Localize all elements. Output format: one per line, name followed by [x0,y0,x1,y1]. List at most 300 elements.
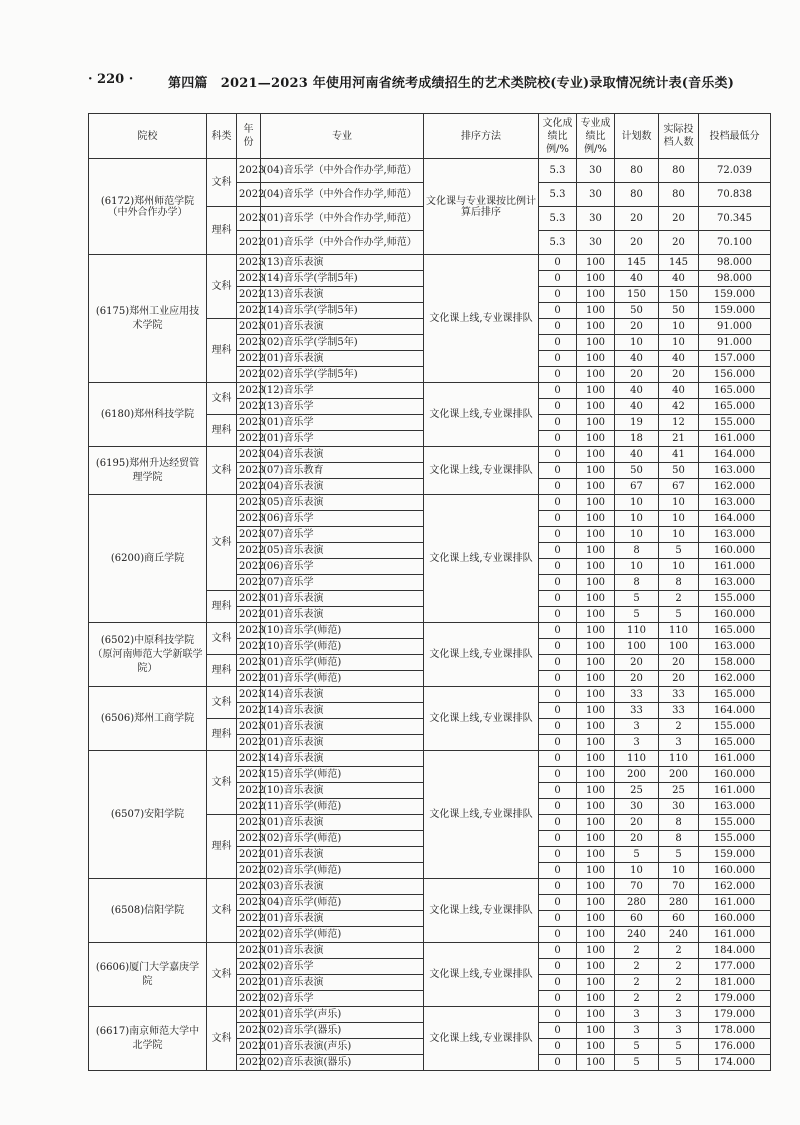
plan-cell: 20 [615,319,659,335]
min-score-cell: 159.000 [699,303,771,319]
school-name: (6175)郑州工业应用技术学院 [89,255,207,383]
culture-ratio-cell: 0 [539,431,577,447]
year-cell: 2022 [237,927,261,943]
year-cell: 2023 [237,255,261,271]
min-score-cell: 184.000 [699,943,771,959]
plan-cell: 145 [615,255,659,271]
plan-cell: 20 [615,231,659,255]
major-cell: (02)音乐学(学制5年) [261,335,424,351]
plan-cell: 80 [615,159,659,183]
actual-cell: 10 [659,527,699,543]
min-score-cell: 165.000 [699,399,771,415]
plan-cell: 60 [615,911,659,927]
actual-cell: 25 [659,783,699,799]
school-name: (6617)南京师范大学中北学院 [89,1007,207,1071]
major-ratio-cell: 30 [577,159,615,183]
major-cell: (07)音乐教育 [261,463,424,479]
major-ratio-cell: 100 [577,991,615,1007]
actual-cell: 10 [659,863,699,879]
year-cell: 2022 [237,543,261,559]
culture-ratio-cell: 0 [539,319,577,335]
major-cell: (03)音乐表演 [261,879,424,895]
method-cell: 文化课上线,专业课排队 [424,255,539,383]
plan-cell: 8 [615,575,659,591]
major-ratio-cell: 100 [577,799,615,815]
major-ratio-cell: 100 [577,399,615,415]
header-category: 科类 [207,114,237,159]
culture-ratio-cell: 0 [539,655,577,671]
min-score-cell: 179.000 [699,1007,771,1023]
min-score-cell: 179.000 [699,991,771,1007]
header-min-score: 投档最低分 [699,114,771,159]
major-cell: (01)音乐表演 [261,735,424,751]
min-score-cell: 91.000 [699,319,771,335]
major-cell: (01)音乐学 [261,415,424,431]
actual-cell: 20 [659,671,699,687]
year-cell: 2022 [237,367,261,383]
year-cell: 2022 [237,303,261,319]
major-cell: (02)音乐学(器乐) [261,1023,424,1039]
category-cell: 文科 [207,1007,237,1071]
plan-cell: 33 [615,687,659,703]
actual-cell: 5 [659,1039,699,1055]
actual-cell: 2 [659,591,699,607]
min-score-cell: 181.000 [699,975,771,991]
school-name: (6502)中原科技学院（原河南师范大学新联学院） [89,623,207,687]
min-score-cell: 155.000 [699,719,771,735]
major-ratio-cell: 100 [577,783,615,799]
actual-cell: 200 [659,767,699,783]
category-cell: 文科 [207,943,237,1007]
min-score-cell: 165.000 [699,687,771,703]
culture-ratio-cell: 0 [539,271,577,287]
min-score-cell: 155.000 [699,815,771,831]
min-score-cell: 162.000 [699,879,771,895]
major-cell: (02)音乐学 [261,991,424,1007]
actual-cell: 2 [659,991,699,1007]
method-cell: 文化课上线,专业课排队 [424,1007,539,1071]
major-ratio-cell: 100 [577,575,615,591]
major-ratio-cell: 100 [577,367,615,383]
actual-cell: 20 [659,231,699,255]
min-score-cell: 176.000 [699,1039,771,1055]
year-cell: 2022 [237,399,261,415]
major-cell: (01)音乐学 [261,431,424,447]
major-ratio-cell: 100 [577,271,615,287]
major-cell: (01)音乐表演 [261,351,424,367]
plan-cell: 5 [615,1039,659,1055]
major-ratio-cell: 100 [577,943,615,959]
major-ratio-cell: 100 [577,431,615,447]
culture-ratio-cell: 0 [539,623,577,639]
culture-ratio-cell: 0 [539,335,577,351]
plan-cell: 2 [615,943,659,959]
major-cell: (07)音乐学 [261,527,424,543]
year-cell: 2023 [237,687,261,703]
min-score-cell: 157.000 [699,351,771,367]
table-row [89,623,771,639]
major-ratio-cell: 100 [577,543,615,559]
major-ratio-cell: 30 [577,183,615,207]
major-cell: (14)音乐学(学制5年) [261,303,424,319]
year-cell: 2023 [237,319,261,335]
actual-cell: 70 [659,879,699,895]
plan-cell: 20 [615,815,659,831]
major-ratio-cell: 100 [577,719,615,735]
major-ratio-cell: 100 [577,831,615,847]
culture-ratio-cell: 0 [539,895,577,911]
actual-cell: 10 [659,319,699,335]
major-cell: (05)音乐表演 [261,495,424,511]
min-score-cell: 161.000 [699,751,771,767]
actual-cell: 3 [659,1023,699,1039]
culture-ratio-cell: 0 [539,927,577,943]
min-score-cell: 158.000 [699,655,771,671]
year-cell: 2022 [237,607,261,623]
min-score-cell: 161.000 [699,431,771,447]
major-ratio-cell: 100 [577,959,615,975]
actual-cell: 40 [659,271,699,287]
plan-cell: 10 [615,863,659,879]
culture-ratio-cell: 0 [539,287,577,303]
major-ratio-cell: 100 [577,687,615,703]
plan-cell: 50 [615,303,659,319]
category-cell: 文科 [207,495,237,591]
major-ratio-cell: 100 [577,335,615,351]
culture-ratio-cell: 0 [539,799,577,815]
plan-cell: 10 [615,335,659,351]
year-cell: 2022 [237,287,261,303]
major-ratio-cell: 100 [577,559,615,575]
plan-cell: 10 [615,495,659,511]
culture-ratio-cell: 5.3 [539,207,577,231]
major-ratio-cell: 100 [577,767,615,783]
table-row [89,255,771,271]
school-name: (6507)安阳学院 [89,751,207,879]
year-cell: 2022 [237,183,261,207]
plan-cell: 20 [615,207,659,231]
culture-ratio-cell: 0 [539,703,577,719]
year-cell: 2023 [237,207,261,231]
year-cell: 2022 [237,639,261,655]
actual-cell: 10 [659,495,699,511]
major-ratio-cell: 100 [577,863,615,879]
culture-ratio-cell: 0 [539,303,577,319]
min-score-cell: 163.000 [699,495,771,511]
plan-cell: 3 [615,1007,659,1023]
plan-cell: 40 [615,447,659,463]
culture-ratio-cell: 0 [539,671,577,687]
year-cell: 2022 [237,1055,261,1071]
culture-ratio-cell: 0 [539,383,577,399]
actual-cell: 80 [659,183,699,207]
plan-cell: 2 [615,975,659,991]
plan-cell: 5 [615,591,659,607]
category-cell: 文科 [207,751,237,815]
major-cell: (10)音乐学(师范) [261,639,424,655]
table-row [89,687,771,703]
major-cell: (11)音乐学(师范) [261,799,424,815]
min-score-cell: 155.000 [699,591,771,607]
major-cell: (14)音乐学(学制5年) [261,271,424,287]
major-cell: (06)音乐学 [261,511,424,527]
category-cell: 文科 [207,687,237,719]
actual-cell: 5 [659,607,699,623]
plan-cell: 10 [615,511,659,527]
major-cell: (01)音乐表演(声乐) [261,1039,424,1055]
major-cell: (13)音乐学 [261,399,424,415]
year-cell: 2023 [237,895,261,911]
actual-cell: 33 [659,703,699,719]
actual-cell: 100 [659,639,699,655]
header-row [89,114,771,159]
category-cell: 文科 [207,255,237,319]
plan-cell: 240 [615,927,659,943]
header-method: 排序方法 [424,114,539,159]
category-cell: 文科 [207,159,237,207]
actual-cell: 2 [659,975,699,991]
method-cell: 文化课上线,专业课排队 [424,383,539,447]
actual-cell: 150 [659,287,699,303]
actual-cell: 30 [659,799,699,815]
header-school: 院校 [89,114,207,159]
school-name: (6506)郑州工商学院 [89,687,207,751]
major-cell: (02)音乐学(师范) [261,927,424,943]
culture-ratio-cell: 0 [539,607,577,623]
year-cell: 2023 [237,623,261,639]
actual-cell: 3 [659,735,699,751]
culture-ratio-cell: 0 [539,847,577,863]
category-cell: 文科 [207,879,237,943]
plan-cell: 20 [615,367,659,383]
major-cell: (02)音乐表演(器乐) [261,1055,424,1071]
min-score-cell: 163.000 [699,527,771,543]
plan-cell: 50 [615,463,659,479]
culture-ratio-cell: 0 [539,527,577,543]
min-score-cell: 70.838 [699,183,771,207]
major-cell: (07)音乐学 [261,575,424,591]
major-cell: (13)音乐表演 [261,255,424,271]
year-cell: 2023 [237,159,261,183]
major-cell: (10)音乐学(师范) [261,623,424,639]
year-cell: 2023 [237,1007,261,1023]
school-name: (6606)厦门大学嘉庚学院 [89,943,207,1007]
major-ratio-cell: 100 [577,847,615,863]
culture-ratio-cell: 0 [539,463,577,479]
major-ratio-cell: 100 [577,655,615,671]
min-score-cell: 165.000 [699,623,771,639]
min-score-cell: 161.000 [699,895,771,911]
min-score-cell: 165.000 [699,383,771,399]
major-ratio-cell: 100 [577,415,615,431]
culture-ratio-cell: 0 [539,783,577,799]
major-cell: (01)音乐学(师范) [261,655,424,671]
actual-cell: 2 [659,719,699,735]
major-cell: (01)音乐表演 [261,591,424,607]
min-score-cell: 162.000 [699,479,771,495]
header-year: 年份 [237,114,261,159]
major-cell: (01)音乐表演 [261,911,424,927]
actual-cell: 20 [659,207,699,231]
school-name: (6195)郑州升达经贸管理学院 [89,447,207,495]
year-cell: 2022 [237,783,261,799]
header-plan: 计划数 [615,114,659,159]
plan-cell: 67 [615,479,659,495]
table-row [89,495,771,511]
major-ratio-cell: 100 [577,319,615,335]
min-score-cell: 160.000 [699,911,771,927]
plan-cell: 40 [615,351,659,367]
actual-cell: 110 [659,751,699,767]
year-cell: 2023 [237,511,261,527]
plan-cell: 5 [615,1055,659,1071]
culture-ratio-cell: 0 [539,399,577,415]
min-score-cell: 178.000 [699,1023,771,1039]
plan-cell: 33 [615,703,659,719]
min-score-cell: 174.000 [699,1055,771,1071]
min-score-cell: 98.000 [699,255,771,271]
culture-ratio-cell: 0 [539,415,577,431]
year-cell: 2023 [237,527,261,543]
min-score-cell: 159.000 [699,847,771,863]
culture-ratio-cell: 0 [539,959,577,975]
culture-ratio-cell: 0 [539,751,577,767]
year-cell: 2023 [237,959,261,975]
culture-ratio-cell: 0 [539,831,577,847]
header-culture-ratio: 文化成绩比例/% [539,114,577,159]
year-cell: 2023 [237,415,261,431]
actual-cell: 50 [659,303,699,319]
major-ratio-cell: 100 [577,287,615,303]
major-ratio-cell: 100 [577,303,615,319]
school-name: (6172)郑州师范学院（中外合作办学） [89,159,207,255]
actual-cell: 110 [659,623,699,639]
table-body [89,159,771,1071]
min-score-cell: 163.000 [699,575,771,591]
major-ratio-cell: 100 [577,351,615,367]
min-score-cell: 155.000 [699,831,771,847]
actual-cell: 240 [659,927,699,943]
table-row [89,943,771,959]
major-ratio-cell: 100 [577,255,615,271]
year-cell: 2022 [237,991,261,1007]
page-header [88,68,768,94]
plan-cell: 80 [615,183,659,207]
actual-cell: 21 [659,431,699,447]
major-ratio-cell: 100 [577,1023,615,1039]
culture-ratio-cell: 0 [539,591,577,607]
min-score-cell: 70.345 [699,207,771,231]
major-cell: (01)音乐学(师范) [261,671,424,687]
school-name: (6508)信阳学院 [89,879,207,943]
school-name: (6180)郑州科技学院 [89,383,207,447]
actual-cell: 280 [659,895,699,911]
year-cell: 2023 [237,751,261,767]
culture-ratio-cell: 0 [539,639,577,655]
min-score-cell: 156.000 [699,367,771,383]
major-cell: (01)音乐表演 [261,815,424,831]
actual-cell: 80 [659,159,699,183]
actual-cell: 50 [659,463,699,479]
culture-ratio-cell: 0 [539,479,577,495]
year-cell: 2022 [237,559,261,575]
major-cell: (04)音乐学(师范) [261,895,424,911]
plan-cell: 110 [615,623,659,639]
major-cell: (04)音乐表演 [261,479,424,495]
major-cell: (04)音乐学（中外合作办学,师范） [261,183,424,207]
major-ratio-cell: 100 [577,895,615,911]
plan-cell: 3 [615,719,659,735]
min-score-cell: 160.000 [699,607,771,623]
actual-cell: 10 [659,559,699,575]
header-major: 专业 [261,114,424,159]
min-score-cell: 155.000 [699,415,771,431]
major-ratio-cell: 100 [577,511,615,527]
actual-cell: 33 [659,687,699,703]
actual-cell: 2 [659,959,699,975]
major-ratio-cell: 100 [577,735,615,751]
major-cell: (01)音乐表演 [261,943,424,959]
method-cell: 文化课上线,专业课排队 [424,687,539,751]
category-cell: 理科 [207,815,237,879]
year-cell: 2023 [237,879,261,895]
major-ratio-cell: 100 [577,911,615,927]
actual-cell: 8 [659,575,699,591]
major-cell: (14)音乐表演 [261,687,424,703]
year-cell: 2023 [237,271,261,287]
culture-ratio-cell: 0 [539,975,577,991]
major-cell: (05)音乐表演 [261,543,424,559]
min-score-cell: 165.000 [699,735,771,751]
major-cell: (02)音乐学(师范) [261,831,424,847]
year-cell: 2023 [237,335,261,351]
major-ratio-cell: 100 [577,815,615,831]
year-cell: 2023 [237,591,261,607]
min-score-cell: 161.000 [699,927,771,943]
min-score-cell: 163.000 [699,463,771,479]
admission-table [88,113,771,1071]
major-ratio-cell: 100 [577,383,615,399]
culture-ratio-cell: 0 [539,255,577,271]
major-ratio-cell: 100 [577,495,615,511]
major-cell: (12)音乐学 [261,383,424,399]
year-cell: 2023 [237,815,261,831]
culture-ratio-cell: 0 [539,767,577,783]
major-ratio-cell: 100 [577,591,615,607]
plan-cell: 20 [615,671,659,687]
year-cell: 2022 [237,351,261,367]
plan-cell: 100 [615,639,659,655]
actual-cell: 42 [659,399,699,415]
plan-cell: 20 [615,655,659,671]
culture-ratio-cell: 0 [539,559,577,575]
category-cell: 文科 [207,623,237,655]
table-row [89,879,771,895]
actual-cell: 3 [659,1007,699,1023]
year-cell: 2023 [237,463,261,479]
year-cell: 2022 [237,847,261,863]
actual-cell: 41 [659,447,699,463]
year-cell: 2023 [237,1023,261,1039]
culture-ratio-cell: 0 [539,511,577,527]
year-cell: 2023 [237,719,261,735]
plan-cell: 20 [615,831,659,847]
actual-cell: 40 [659,351,699,367]
actual-cell: 40 [659,383,699,399]
actual-cell: 8 [659,815,699,831]
plan-cell: 110 [615,751,659,767]
category-cell: 理科 [207,655,237,687]
